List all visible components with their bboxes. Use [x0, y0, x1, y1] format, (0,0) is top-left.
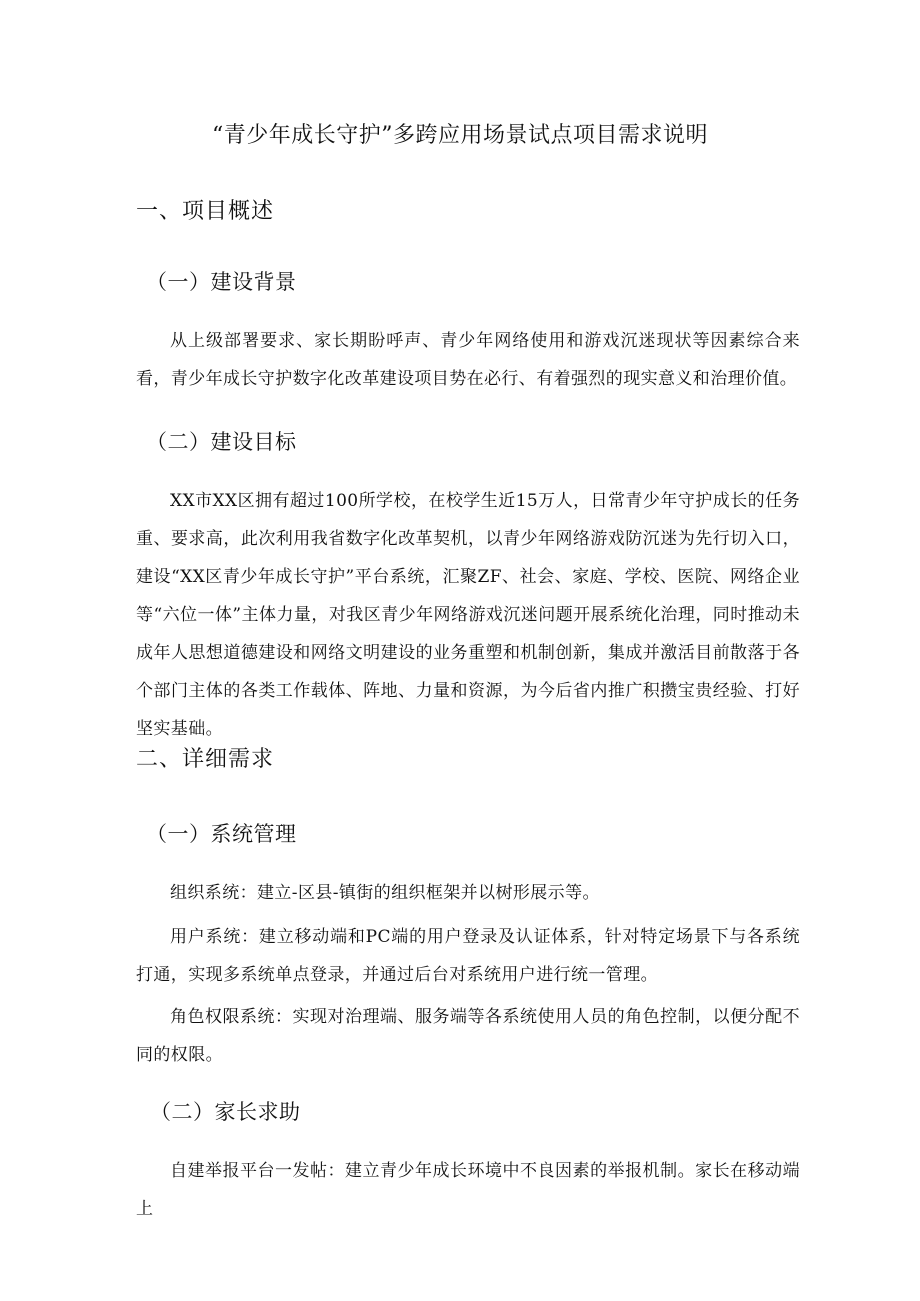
requirement-item-role-permission: 角色权限系统：实现对治理端、服务端等各系统使用人员的角色控制，以便分配不同的权限。 — [136, 1007, 800, 1065]
section-heading-requirements: 二、详细需求 — [136, 747, 275, 772]
subsection-heading-parent-help: （二）家长求助 — [150, 1100, 301, 1124]
parent-help-paragraph: 自建举报平台一发帖：建立青少年成长环境中不良因素的举报机制。家长在移动端上 — [136, 1161, 800, 1219]
subsection-heading-system-management: （一）系统管理 — [146, 822, 297, 846]
background-paragraph: 从上级部署要求、家长期盼呼声、青少年网络使用和游戏沉迷现状等因素综合来看，青少年成长守护数字化改革建设项目势在必行、有着强烈的现实意义和治理价值。 — [136, 331, 800, 389]
document-title: “青少年成长守护”多跨应用场景试点项目需求说明 — [212, 123, 708, 148]
section-heading-overview: 一、项目概述 — [136, 199, 275, 224]
goals-paragraph: XX市XX区拥有超过100所学校，在校学生近15万人，日常青少年守护成长的任务重、要求高，此次利用我省数字化改革契机，以青少年网络游戏防沉迷为先行切入口，建设“XX区青少年成长守护”平台系统，汇聚ZF、社会、家庭、学校、医院、网络企业等“六位一体”主体力量，对我区青少年网络游戏沉迷问题开展系统化治理，同时推动未成年人思想道德建设和网络文明建设的业务重塑和机制创新，集成并激活目前散落于各个部门主体的各类工作载体、阵地、力量和资源，为今后省内推广积攒宝贵经验、打好坚实基础。 — [136, 491, 800, 739]
requirement-item-organization: 组织系统：建立-区县-镇街的组织框架并以树形展示等。 — [170, 883, 600, 903]
subsection-heading-background: （一）建设背景 — [146, 270, 297, 294]
requirement-item-user-system: 用户系统：建立移动端和PC端的用户登录及认证体系，针对特定场景下与各系统打通，实现多系统单点登录，并通过后台对系统用户进行统一管理。 — [136, 927, 800, 985]
subsection-heading-goals: （二）建设目标 — [146, 430, 297, 454]
